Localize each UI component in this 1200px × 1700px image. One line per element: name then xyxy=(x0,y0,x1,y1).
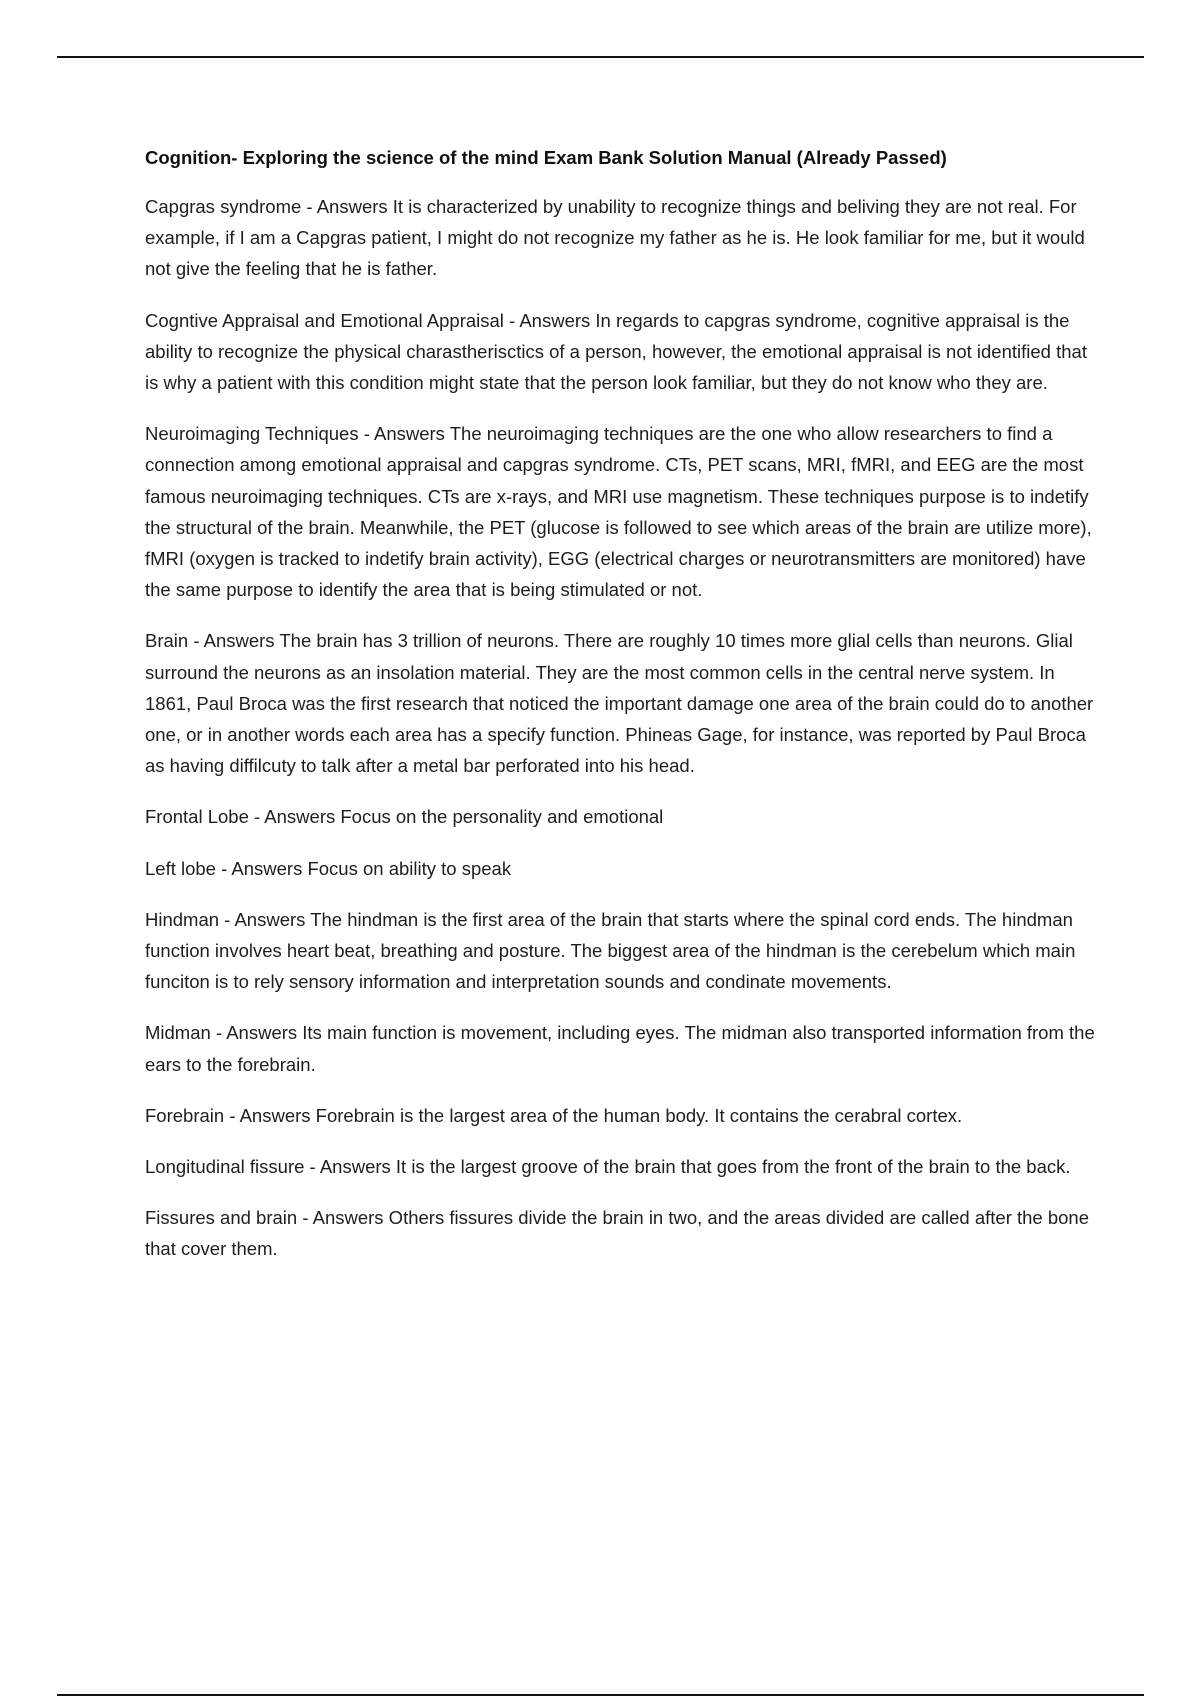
entry-left-lobe: Left lobe - Answers Focus on ability to speak xyxy=(145,857,512,879)
entry-brain: Brain - Answers The brain has 3 trillion of neurons. There are roughly 10 times more glial cells than neurons. Glial surround the neurons as an insolation material. They are the most common cells in the central nerve system. In 1861, Paul Broca was the first research that noticed the important damage one area of the brain could do to another one, or in another words each area has a specify function. Phineas Gage, for instance, was reported by Paul Broca as having diffilcuty to talk after a metal bar perforated into his head. xyxy=(145,630,1094,777)
document-title: Cognition- Exploring the science of the mind Exam Bank Solution Manual (Already Passed) xyxy=(145,147,947,168)
document-body xyxy=(145,145,1095,1285)
entry-neuroimaging-techniques: Neuroimaging Techniques - Answers The neuroimaging techniques are the one who allow researchers to find a connection among emotional appraisal and capgras syndrome. CTs, PET scans, MRI, fMRI, and EEG are the most famous neuroimaging techniques. CTs are x-rays, and MRI use magnetism. These techniques purpose is to indetify the structural of the brain. Meanwhile, the PET (glucose is followed to see which areas of the brain are utilize more), fMRI (oxygen is tracked to indetify brain activity), EGG (electrical charges or neurotransmitters are monitored) have the same purpose to identify the area that is being stimulated or not. xyxy=(145,423,1092,601)
entry-hindman: Hindman - Answers The hindman is the first area of the brain that starts where the spinal cord ends. The hindman function involves heart beat, breathing and posture. The biggest area of the hindman is the cerebelum which main funciton is to rely sensory information and interpretation sounds and condinate movements. xyxy=(145,908,1076,993)
entry-frontal-lobe: Frontal Lobe - Answers Focus on the personality and emotional xyxy=(145,806,664,828)
header-rule xyxy=(57,56,1144,58)
entry-fissures-and-brain: Fissures and brain - Answers Others fissures divide the brain in two, and the areas divided are called after the bone that cover them. xyxy=(145,1207,1090,1260)
entry-forebrain: Forebrain - Answers Forebrain is the largest area of the human body. It contains the cerabral cortex. xyxy=(145,1104,963,1126)
entry-midman: Midman - Answers Its main function is movement, including eyes. The midman also transported information from the ears to the forebrain. xyxy=(145,1022,1095,1075)
entry-longitudinal-fissure: Longitudinal fissure - Answers It is the largest groove of the brain that goes from the front of the brain to the back. xyxy=(145,1156,1071,1178)
entry-cognitive-appraisal: Cogntive Appraisal and Emotional Appraisal - Answers In regards to capgras syndrome, cognitive appraisal is the ability to recognize the physical charastherisctics of a person, however, the emotional appraisal is not identified that is why a patient with this condition might state that the person look familiar, but they do not know who they are. xyxy=(145,309,1087,394)
footer-rule xyxy=(57,1694,1144,1696)
entry-capgras-syndrome: Capgras syndrome - Answers It is characterized by unability to recognize things and beliving they are not real. For example, if I am a Capgras patient, I might do not recognize my father as he is. He look familiar for me, but it would not give the feeling that he is father. xyxy=(145,196,1085,280)
